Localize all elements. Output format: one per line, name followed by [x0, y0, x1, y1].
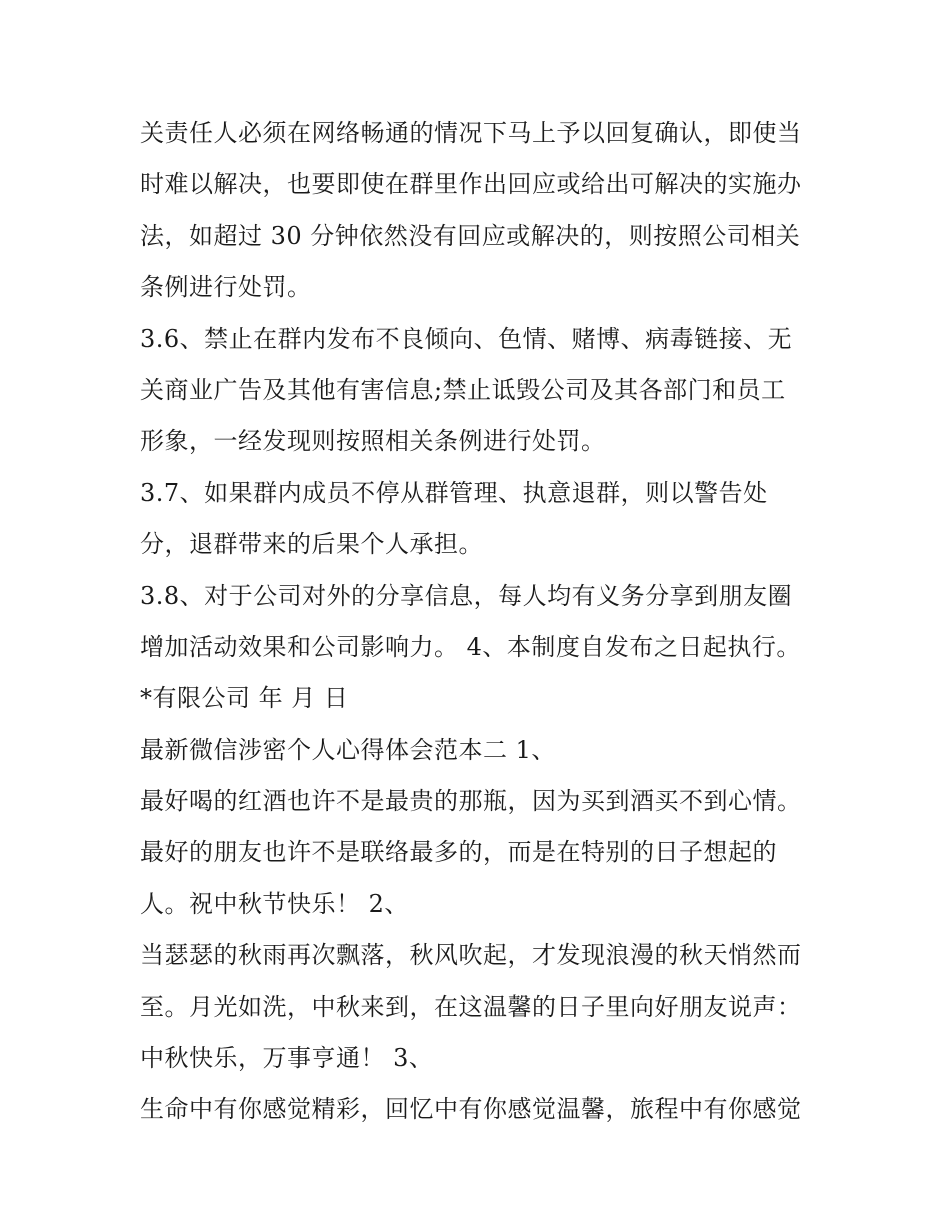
text-line: 当瑟瑟的秋雨再次飘落，秋风吹起，才发现浪漫的秋天悄然而: [140, 941, 802, 970]
text-line: 中秋快乐，万事亨通！ 3、: [140, 1044, 434, 1073]
text-line: 最好的朋友也许不是联络最多的，而是在特别的日子想起的: [140, 838, 777, 867]
text-line: 人。祝中秋节快乐！ 2、: [140, 889, 409, 918]
text-line: 至。月光如洗，中秋来到，在这温馨的日子里向好朋友说声：: [140, 992, 802, 1021]
document-body: [140, 108, 840, 1136]
text-line: 关商业广告及其他有害信息;禁止诋毁公司及其各部门和员工: [140, 375, 786, 404]
text-line: 生命中有你感觉精彩，回忆中有你感觉温馨，旅程中有你感觉: [140, 1095, 802, 1124]
text-line: 法，如超过 30 分钟依然没有回应或解决的，则按照公司相关: [140, 221, 801, 250]
text-line: *有限公司 年 月 日: [140, 684, 349, 713]
text-line: 最新微信涉密个人心得体会范本二 1、: [140, 735, 556, 764]
text-line: 条例进行处罚。: [140, 273, 312, 302]
text-line: 关责任人必须在网络畅通的情况下马上予以回复确认，即使当: [140, 119, 802, 147]
text-line: 3.6、禁止在群内发布不良倾向、色情、赌博、病毒链接、无: [140, 324, 793, 353]
text-line: 形象，一经发现则按照相关条例进行处罚。: [140, 427, 606, 456]
text-line: 增加活动效果和公司影响力。 4、本制度自发布之日起执行。: [140, 632, 801, 661]
text-line: 3.7、如果群内成员不停从群管理、执意退群，则以警告处: [140, 478, 768, 507]
text-line: 3.8、对于公司对外的分享信息，每人均有义务分享到朋友圈: [140, 581, 793, 610]
text-line: 分，退群带来的后果个人承担。: [140, 530, 483, 559]
text-line: 时难以解决，也要即使在群里作出回应或给出可解决的实施办: [140, 170, 802, 199]
text-line: 最好喝的红酒也许不是最贵的那瓶，因为买到酒买不到心情。: [140, 787, 802, 816]
